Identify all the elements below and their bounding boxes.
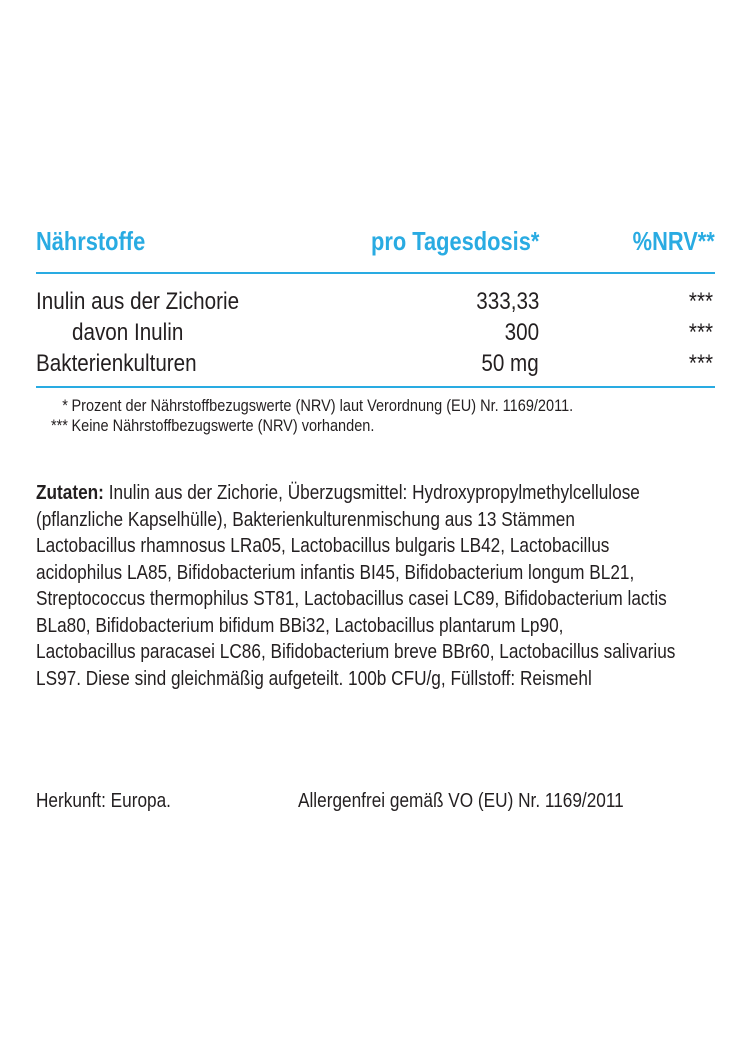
header-daily-dose: pro Tagesdosis*: [370, 226, 539, 256]
nutrient-nrv: ***: [688, 288, 713, 315]
header-nrv: %NRV**: [632, 226, 715, 256]
header-nutrient: Nährstoffe: [36, 226, 146, 256]
ingredients-line: Lactobacillus paracasei LC86, Bifidobacterium breve BBr60, Lactobacillus salivarius: [36, 640, 676, 663]
footnote: [38, 396, 636, 416]
ingredients-line: Lactobacillus rhamnosus LRa05, Lactobacillus bulgaris LB42, Lactobacillus: [36, 534, 610, 557]
ingredients-text: Inulin aus der Zichorie, Überzugsmittel: Hydroxypropylmethylcellulose: [108, 481, 640, 504]
origin-text: Herkunft: Europa.: [36, 789, 171, 812]
footnote-mark: ***: [50, 417, 68, 435]
nutrition-table-header: [36, 222, 715, 274]
nutrient-name: davon Inulin: [72, 319, 184, 346]
nutrient-dose: 333,33: [475, 288, 539, 315]
table-row: [36, 318, 715, 349]
ingredients-line: LS97. Diese sind gleichmäßig aufgeteilt. 100b CFU/g, Füllstoff: Reismehl: [36, 666, 592, 690]
ingredients-line: (pflanzliche Kapselhülle), Bakterienkulturenmischung aus 13 Stämmen: [36, 507, 575, 531]
ingredients-paragraph: [36, 480, 708, 692]
nutrient-dose: 50 mg: [481, 350, 539, 377]
footnote-text: Keine Nährstoffbezugswerte (NRV) vorhanden.: [71, 417, 375, 435]
nutrition-table: [36, 222, 715, 388]
ingredients-line: Streptococcus thermophilus ST81, Lactobacillus casei LC89, Bifidobacterium lactis: [36, 587, 667, 610]
nutrient-nrv: ***: [688, 319, 713, 346]
nutrient-name: Inulin aus der Zichorie: [36, 288, 240, 315]
nutrient-name: Bakterienkulturen: [36, 350, 197, 377]
ingredients-line: acidophilus LA85, Bifidobacterium infantis BI45, Bifidobacterium longum BL21,: [36, 560, 635, 584]
allergen-statement: Allergenfrei gemäß VO (EU) Nr. 1169/2011: [298, 789, 624, 812]
table-row: [36, 349, 715, 380]
nutrient-nrv: ***: [688, 350, 713, 377]
ingredients-label: Zutaten:: [36, 481, 104, 504]
footnote-text: Prozent der Nährstoffbezugswerte (NRV) laut Verordnung (EU) Nr. 1169/2011.: [71, 397, 574, 415]
footnote: [38, 416, 636, 436]
table-row: [36, 287, 715, 318]
footnotes: [38, 396, 718, 436]
nutrition-table-body: [36, 274, 715, 388]
ingredients-line: [36, 480, 708, 507]
footnote-mark: *: [62, 397, 68, 415]
nutrient-dose: 300: [504, 319, 539, 346]
ingredients-line: BLa80, Bifidobacterium bifidum BBi32, Lactobacillus plantarum Lp90,: [36, 613, 564, 637]
